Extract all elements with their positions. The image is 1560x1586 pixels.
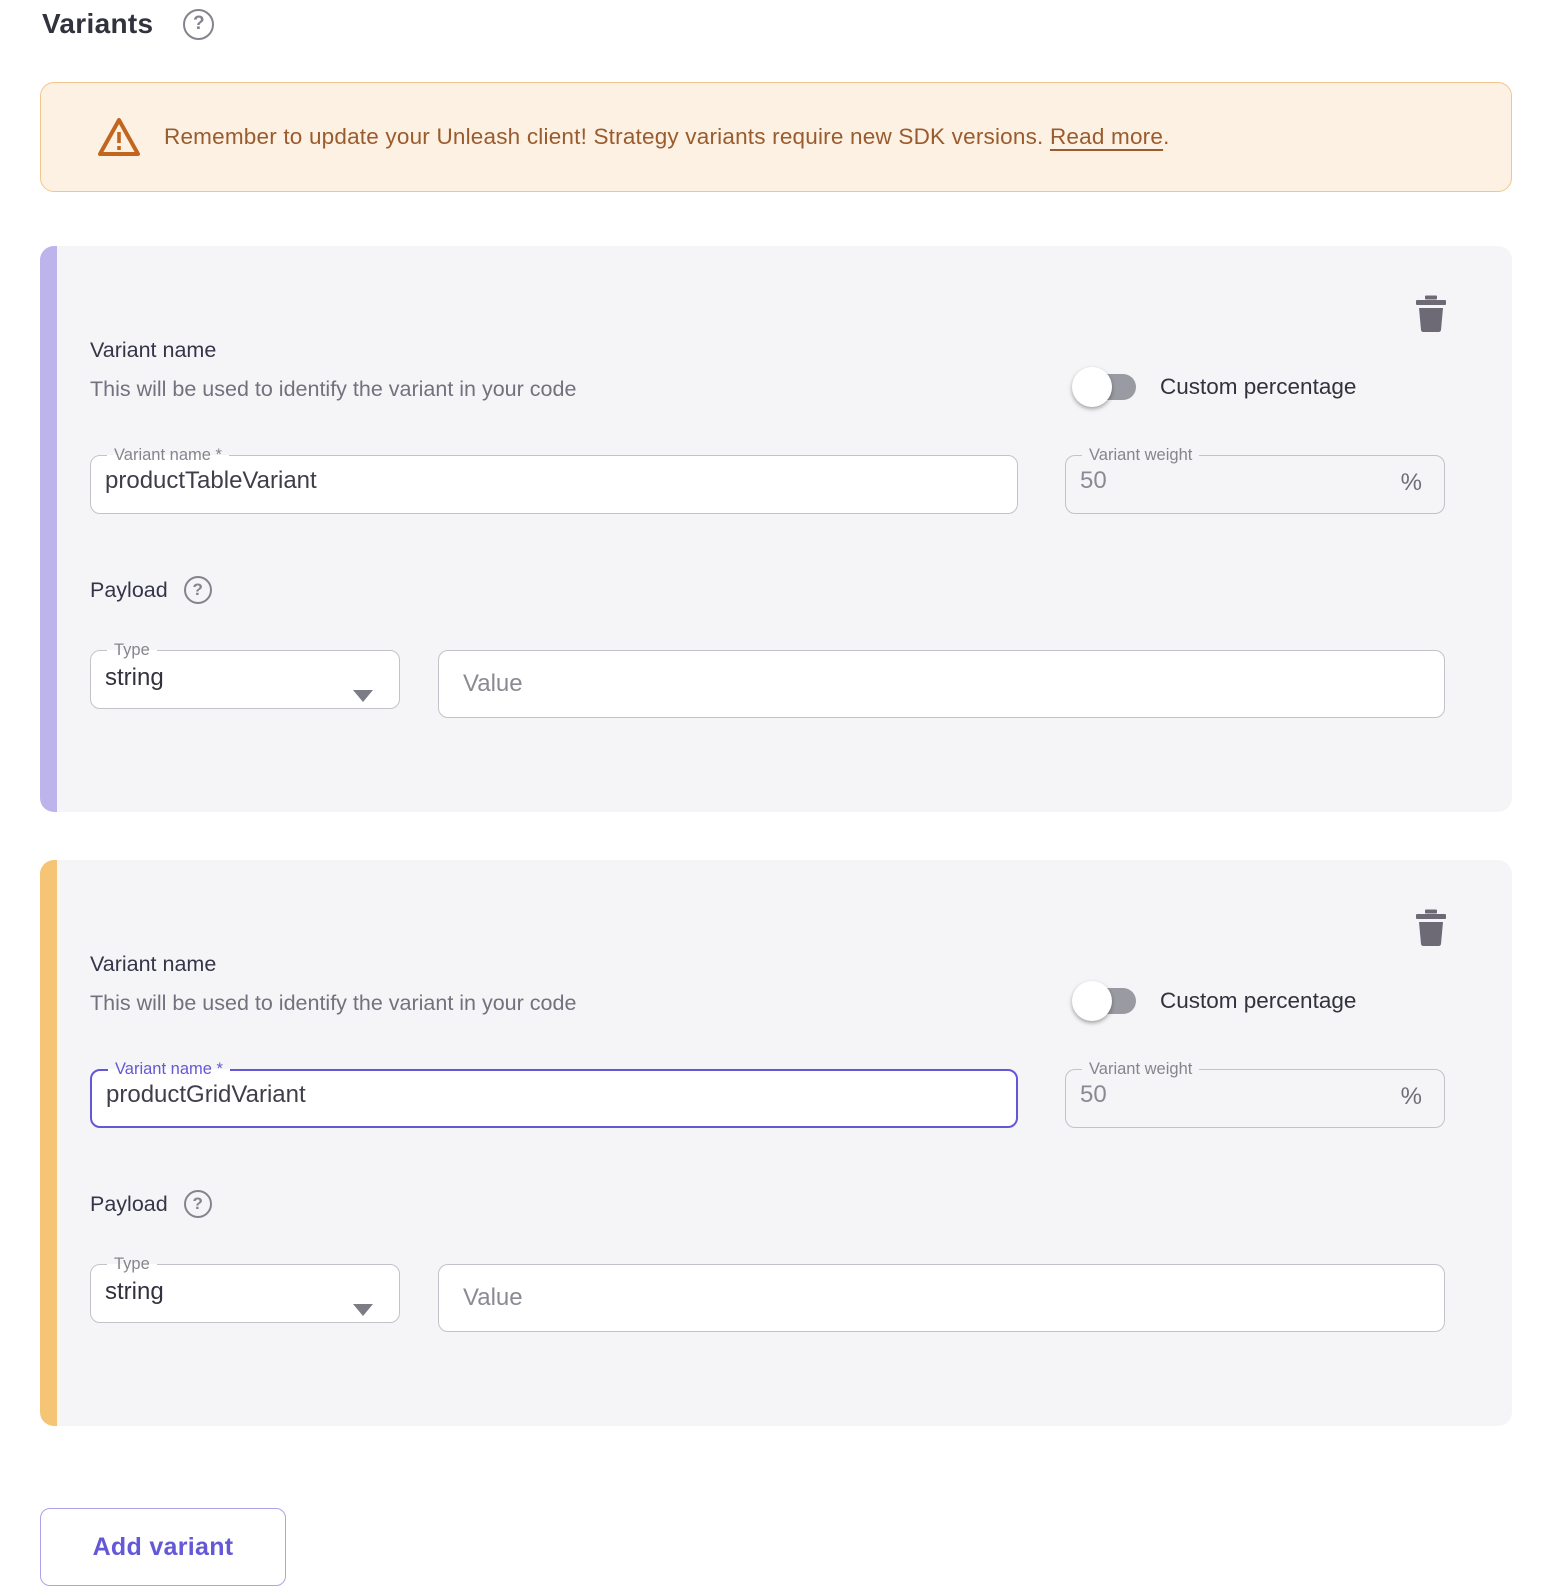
variant-weight-field-label: Variant weight <box>1089 446 1193 464</box>
payload-value-input[interactable] <box>463 1284 1420 1312</box>
help-icon[interactable]: ? <box>183 9 214 40</box>
page-header <box>42 8 214 40</box>
variant-weight-field-label: Variant weight <box>1089 1060 1193 1078</box>
warning-message <box>164 124 1170 150</box>
sdk-warning-banner <box>40 82 1512 192</box>
variant-name-description: This will be used to identify the variant in your code <box>90 991 577 1015</box>
custom-percentage-label: Custom percentage <box>1160 374 1357 399</box>
variant-name-heading: Variant name <box>90 338 217 362</box>
variant-name-input[interactable] <box>105 467 987 495</box>
variant-name-field-label: Variant name * <box>114 446 222 464</box>
payload-header <box>90 576 212 604</box>
add-variant-button[interactable]: Add variant <box>40 1508 286 1586</box>
delete-variant-button[interactable] <box>1414 294 1448 332</box>
payload-type-value: string <box>105 1278 164 1305</box>
percent-sign: % <box>1400 1083 1422 1110</box>
payload-type-label: Type <box>114 1255 150 1273</box>
payload-label: Payload <box>90 1191 168 1216</box>
variant-name-field-focused <box>90 1060 1018 1128</box>
variant-weight-input <box>1080 1081 1401 1109</box>
variant-accent-stripe <box>40 246 57 812</box>
variant-name-field-label: Variant name * <box>115 1060 223 1078</box>
variant-card-2 <box>40 860 1512 1426</box>
warning-triangle-icon <box>96 116 142 158</box>
custom-percentage-toggle[interactable] <box>1072 980 1138 1022</box>
variant-name-field <box>90 446 1018 514</box>
variant-weight-field <box>1065 1060 1445 1128</box>
variant-card-1 <box>40 246 1512 812</box>
delete-variant-button[interactable] <box>1414 908 1448 946</box>
custom-percentage-label: Custom percentage <box>1160 988 1357 1013</box>
chevron-down-icon <box>353 1304 373 1316</box>
toggle-knob <box>1072 367 1112 407</box>
toggle-knob <box>1072 981 1112 1021</box>
page-title: Variants <box>42 8 154 39</box>
custom-percentage-toggle[interactable] <box>1072 366 1138 408</box>
payload-header <box>90 1190 212 1218</box>
percent-sign: % <box>1400 469 1422 496</box>
variant-weight-input <box>1080 467 1401 495</box>
payload-type-select[interactable] <box>90 1255 400 1323</box>
payload-type-label: Type <box>114 641 150 659</box>
payload-value-field <box>438 650 1445 718</box>
payload-help-icon[interactable]: ? <box>184 1190 212 1218</box>
payload-help-icon[interactable]: ? <box>184 576 212 604</box>
payload-type-value: string <box>105 664 164 691</box>
payload-value-input[interactable] <box>463 670 1420 698</box>
variant-accent-stripe <box>40 860 57 1426</box>
variant-weight-field <box>1065 446 1445 514</box>
read-more-link[interactable]: Read more <box>1049 124 1164 149</box>
variant-name-input[interactable] <box>106 1081 986 1109</box>
warning-text-suffix: . <box>1163 124 1170 149</box>
trash-icon <box>1414 908 1448 946</box>
payload-value-field <box>438 1264 1445 1332</box>
payload-label: Payload <box>90 577 168 602</box>
trash-icon <box>1414 294 1448 332</box>
variant-name-heading: Variant name <box>90 952 217 976</box>
payload-type-select[interactable] <box>90 641 400 709</box>
variant-name-description: This will be used to identify the variant in your code <box>90 377 577 401</box>
warning-text: Remember to update your Unleash client! Strategy variants require new SDK versions. <box>164 124 1044 149</box>
chevron-down-icon <box>353 690 373 702</box>
